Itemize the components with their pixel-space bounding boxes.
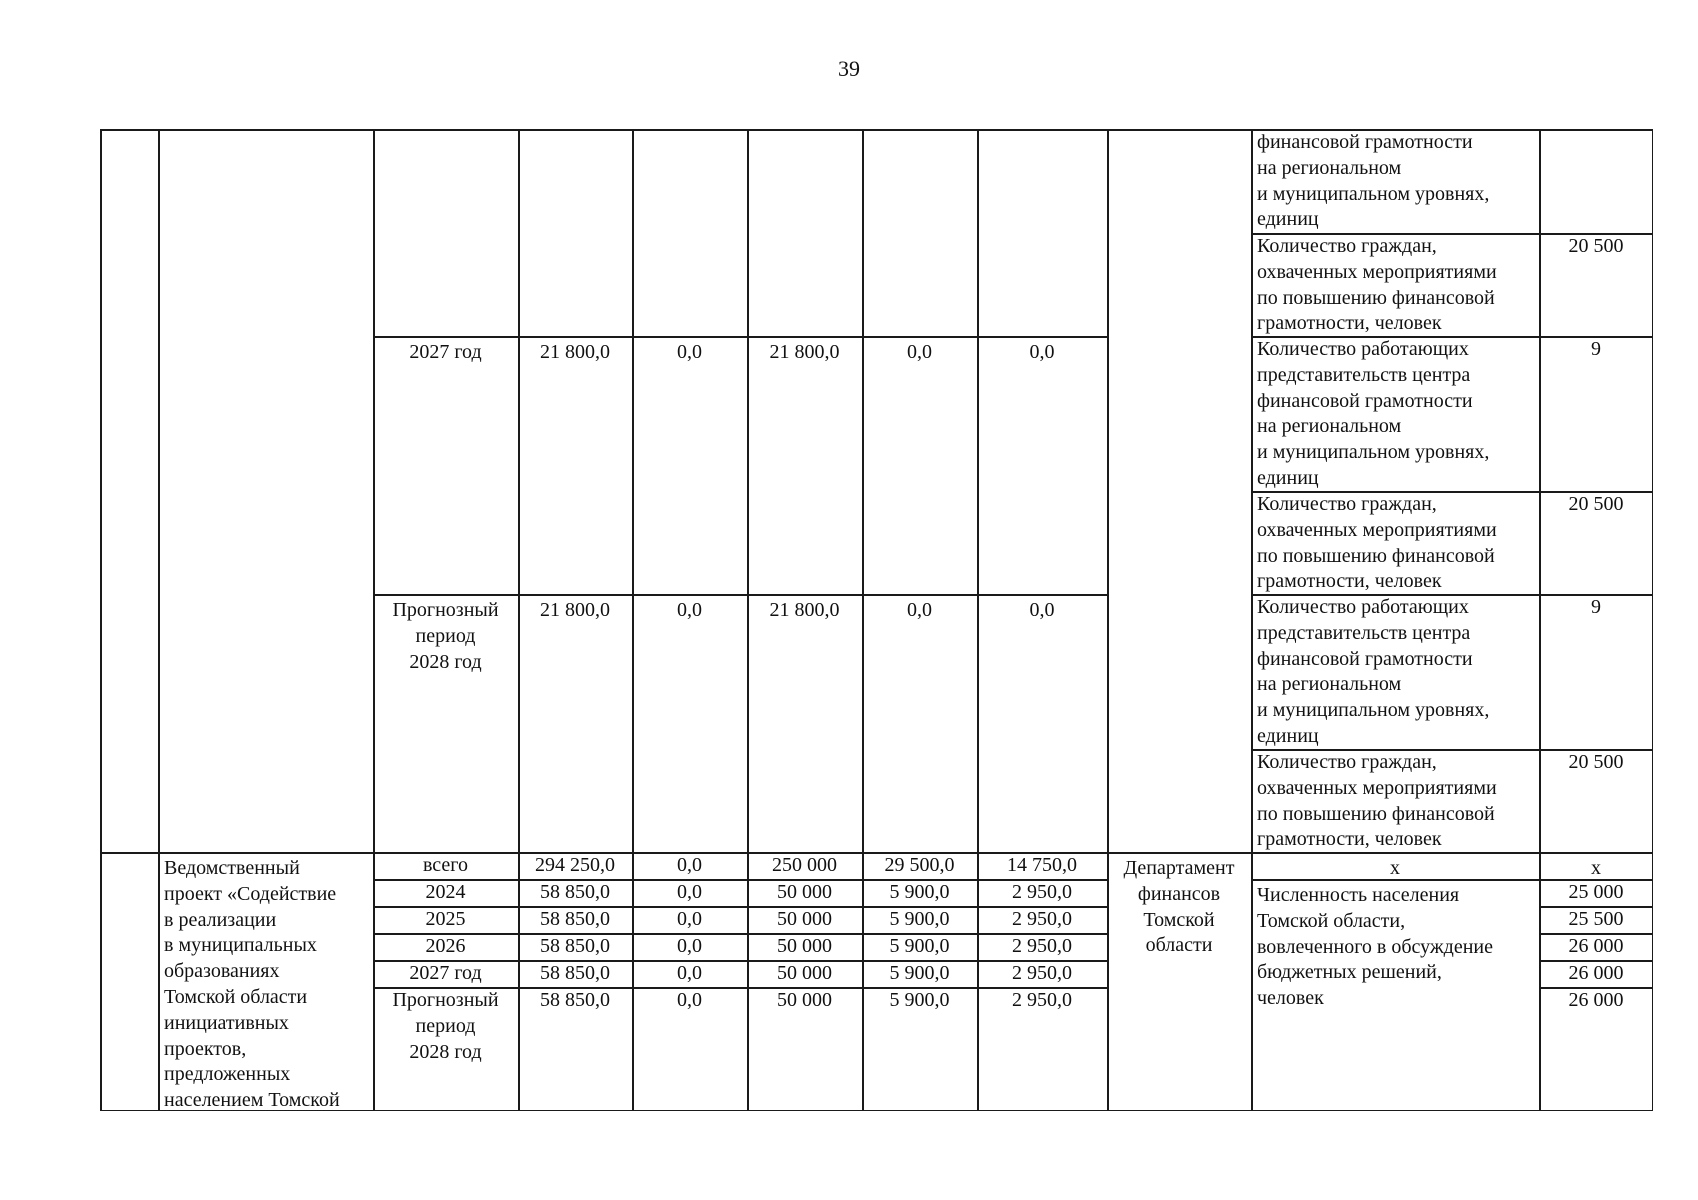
indicator-value: 25 000 — [1568, 881, 1624, 903]
column-line — [158, 129, 160, 1111]
period-cell: всего — [422, 854, 469, 876]
amount-cell: 0,0 — [907, 341, 932, 363]
amount-cell: 58 850,0 — [540, 935, 610, 957]
period-cell: 2025 — [425, 908, 466, 930]
indicator-value: 26 000 — [1568, 935, 1624, 957]
amount-cell: 14 750,0 — [1007, 854, 1077, 876]
amount-cell: 50 000 — [777, 989, 832, 1011]
amount-cell: 29 500,0 — [884, 854, 955, 876]
amount-cell: 50 000 — [777, 908, 832, 930]
amount-cell: 0,0 — [677, 935, 702, 957]
indicator-name: Количество граждан, охваченных мероприятиями по повышению финансовой грамотности, человек — [1257, 493, 1497, 593]
period-cell: 2027 год — [409, 341, 482, 363]
indicator-value: 26 000 — [1568, 989, 1624, 1011]
indicator-value: 9 — [1591, 338, 1601, 360]
amount-cell: 2 950,0 — [1012, 962, 1072, 984]
amount-cell: 58 850,0 — [540, 908, 610, 930]
project-name: Ведомственный проект «Содействие в реализации в муниципальных образованиях Томской области инициативных проектов, предложенных населением Томской — [164, 857, 340, 1112]
amount-cell: 0,0 — [1029, 599, 1055, 621]
amount-cell: 58 850,0 — [540, 881, 610, 903]
amount-cell: 5 900,0 — [889, 935, 950, 957]
column-line — [1107, 129, 1109, 1111]
column-line — [1251, 129, 1253, 1111]
amount-cell: 5 900,0 — [889, 989, 950, 1011]
column-line — [1539, 129, 1541, 1111]
amount-cell: 0,0 — [677, 989, 702, 1011]
period-cell: 2027 год — [409, 962, 482, 984]
amount-cell: 5 900,0 — [889, 908, 950, 930]
column-line — [862, 129, 864, 1111]
amount-cell: 2 950,0 — [1012, 935, 1072, 957]
amount-cell: 0,0 — [677, 908, 702, 930]
indicator-value: 20 500 — [1568, 493, 1624, 515]
amount-cell: 21 800,0 — [769, 599, 840, 621]
amount-cell: 5 900,0 — [889, 881, 950, 903]
amount-cell: 250 000 — [772, 854, 837, 876]
row-separator — [373, 594, 1107, 596]
indicator-name: финансовой грамотности на региональном и муниципальном уровнях, единиц — [1257, 131, 1490, 231]
column-line — [1652, 129, 1654, 1111]
amount-cell: 0,0 — [1029, 341, 1055, 363]
column-line — [747, 129, 749, 1111]
amount-cell: 2 950,0 — [1012, 881, 1072, 903]
column-line — [632, 129, 634, 1111]
indicator-value: 26 000 — [1568, 962, 1624, 984]
amount-cell: 294 250,0 — [535, 854, 615, 876]
executor: Департамент финансов Томской области — [1123, 857, 1235, 957]
indicator-name: Численность населения Томской области, вовлеченного в обсуждение бюджетных решений, человек — [1257, 884, 1494, 1010]
indicator-x: x — [1390, 857, 1400, 879]
indicator-value: 25 500 — [1568, 908, 1624, 930]
amount-cell: 21 800,0 — [540, 341, 610, 363]
period-cell: 2024 — [425, 881, 466, 903]
indicator-name: Количество работающих представительств центра финансовой грамотности на региональном и муниципальном уровнях, единиц — [1257, 338, 1490, 489]
indicator-value: 9 — [1591, 596, 1601, 618]
amount-cell: 50 000 — [777, 881, 832, 903]
budget-table — [100, 129, 1653, 1111]
amount-cell: 0,0 — [677, 962, 702, 984]
amount-cell: 0,0 — [677, 341, 702, 363]
column-line — [373, 129, 375, 1111]
amount-cell: 5 900,0 — [889, 962, 950, 984]
amount-cell: 21 800,0 — [540, 599, 610, 621]
amount-cell: 0,0 — [677, 854, 702, 876]
indicator-value: 20 500 — [1568, 235, 1624, 257]
column-line — [977, 129, 979, 1111]
amount-cell: 50 000 — [777, 962, 832, 984]
indicator-name: Количество граждан, охваченных мероприятиями по повышению финансовой грамотности, человек — [1257, 235, 1497, 335]
indicator-name: Количество работающих представительств центра финансовой грамотности на региональном и муниципальном уровнях, единиц — [1257, 596, 1490, 747]
column-line — [100, 129, 102, 1111]
amount-cell: 0,0 — [907, 599, 932, 621]
amount-cell: 2 950,0 — [1012, 908, 1072, 930]
amount-cell: 0,0 — [677, 881, 702, 903]
period-cell: 2026 — [425, 935, 466, 957]
period-cell: Прогнозный период 2028 год — [392, 599, 499, 673]
row-separator — [373, 336, 1107, 338]
amount-cell: 58 850,0 — [540, 989, 610, 1011]
page-number: 39 — [838, 56, 860, 81]
amount-cell: 0,0 — [677, 599, 702, 621]
indicator-value: 20 500 — [1568, 751, 1624, 773]
indicator-value-x: x — [1591, 857, 1601, 879]
amount-cell: 21 800,0 — [769, 341, 840, 363]
amount-cell: 50 000 — [777, 935, 832, 957]
column-line — [518, 129, 520, 1111]
amount-cell: 2 950,0 — [1012, 989, 1072, 1011]
period-cell: Прогнозный период 2028 год — [392, 989, 499, 1063]
amount-cell: 58 850,0 — [540, 962, 610, 984]
indicator-name: Количество граждан, охваченных мероприятиями по повышению финансовой грамотности, человек — [1257, 751, 1497, 851]
